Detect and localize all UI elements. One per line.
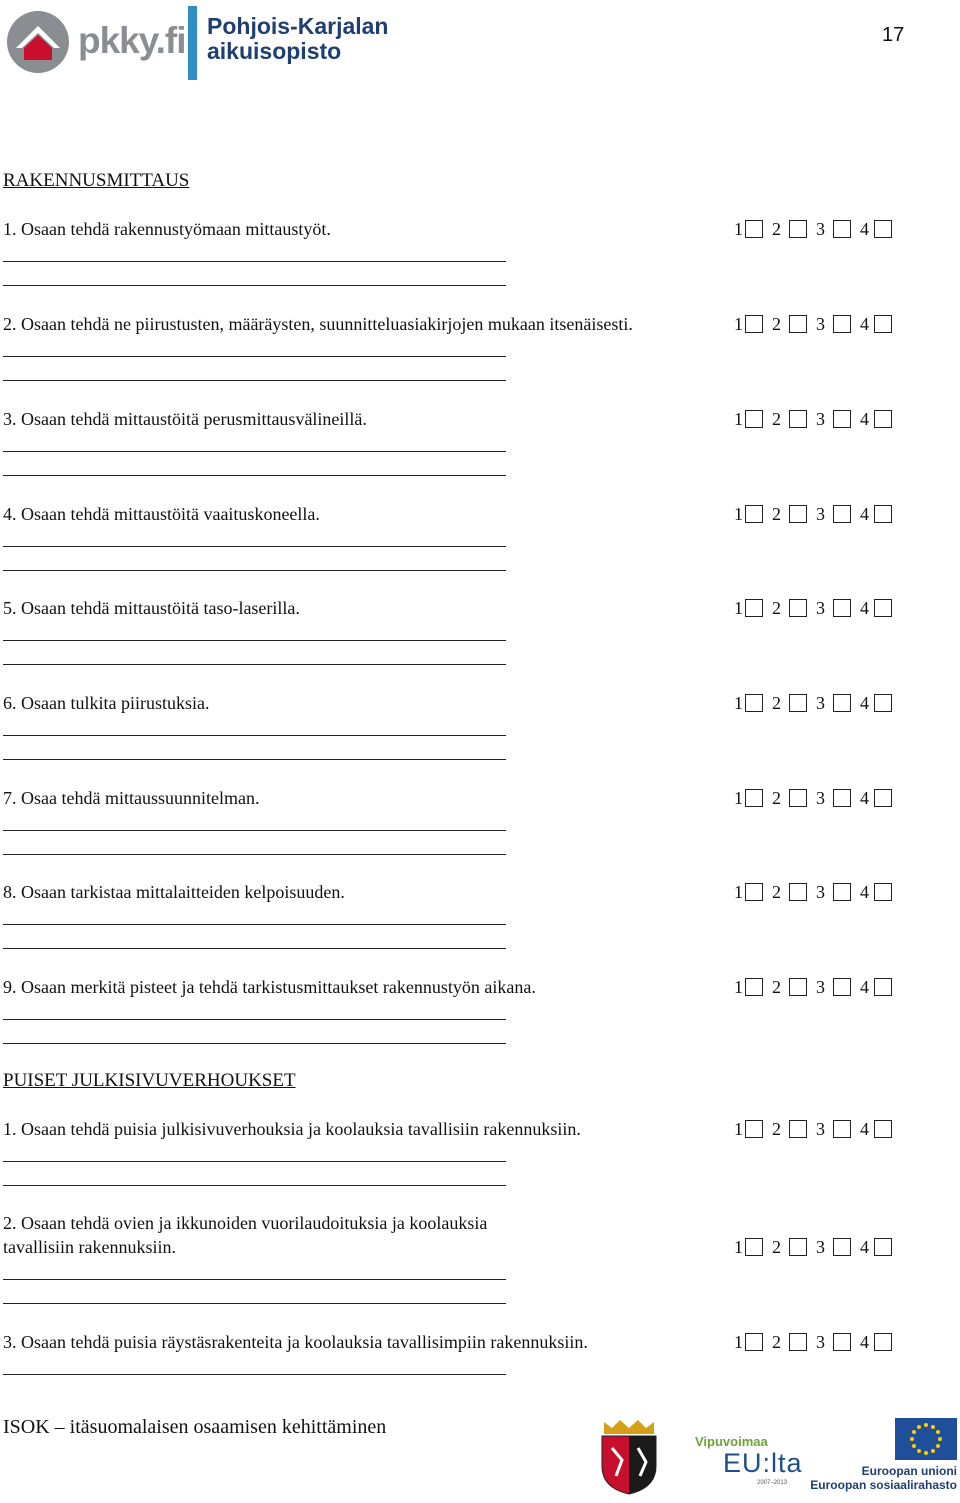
answer-line[interactable] (3, 735, 506, 736)
rating-checkbox-1[interactable] (745, 978, 763, 996)
answer-line[interactable] (3, 570, 506, 571)
vipuvoimaa-logo (695, 1434, 805, 1489)
scale-label: 4 (860, 219, 869, 239)
scale-label: 1 (734, 882, 743, 902)
scale-label: 1 (734, 788, 743, 808)
rating-checkbox-2[interactable] (789, 883, 807, 901)
section-title-rakennusmittaus: RAKENNUSMITTAUS (3, 170, 190, 191)
scale-label: 2 (772, 314, 781, 334)
answer-line[interactable] (3, 546, 506, 547)
rating-checkbox-1[interactable] (745, 410, 763, 428)
scale-label: 3 (816, 504, 825, 524)
rating-checkbox-3[interactable] (833, 410, 851, 428)
scale-label: 1 (734, 1119, 743, 1139)
answer-line[interactable] (3, 475, 506, 476)
scale-label: 4 (860, 1237, 869, 1257)
rating-checkbox-3[interactable] (833, 599, 851, 617)
org-name-line1: Pohjois-Karjalan (207, 13, 389, 39)
eu-funding-text (810, 1464, 957, 1492)
rating-checkbox-1[interactable] (745, 1238, 763, 1256)
rating-checkbox-3[interactable] (833, 694, 851, 712)
vipuvoimaa-title: Vipuvoimaa (695, 1434, 768, 1449)
answer-line[interactable] (3, 1185, 506, 1186)
scale-label: 4 (860, 314, 869, 334)
rating-checkbox-4[interactable] (874, 315, 892, 333)
scale-label: 4 (860, 882, 869, 902)
rating-checkbox-2[interactable] (789, 694, 807, 712)
answer-line[interactable] (3, 261, 506, 262)
scale-label: 1 (734, 1237, 743, 1257)
eu-text-line1: Euroopan unioni (861, 1464, 957, 1478)
question-text: 4. Osaan tehdä mittaustöitä vaaituskoneella. (3, 504, 320, 524)
rating-checkbox-1[interactable] (745, 220, 763, 238)
answer-line[interactable] (3, 1161, 506, 1162)
rating-checkbox-1[interactable] (745, 694, 763, 712)
scale-label: 3 (816, 1237, 825, 1257)
page-header (0, 0, 960, 90)
scale-label: 2 (772, 1332, 781, 1352)
rating-checkbox-4[interactable] (874, 694, 892, 712)
rating-checkbox-2[interactable] (789, 220, 807, 238)
question-text: 3. Osaan tehdä mittaustöitä perusmittausvälineillä. (3, 409, 367, 429)
rating-checkbox-4[interactable] (874, 220, 892, 238)
rating-checkbox-3[interactable] (833, 505, 851, 523)
scale-label: 1 (734, 409, 743, 429)
scale-label: 2 (772, 409, 781, 429)
rating-checkbox-4[interactable] (874, 789, 892, 807)
answer-line[interactable] (3, 356, 506, 357)
page-number: 17 (882, 24, 905, 46)
scale-label: 4 (860, 409, 869, 429)
rating-checkbox-3[interactable] (833, 1238, 851, 1256)
rating-checkbox-1[interactable] (745, 789, 763, 807)
vipuvoimaa-subtitle: EU:lta (723, 1448, 803, 1478)
answer-line[interactable] (3, 948, 506, 949)
scale-label: 3 (816, 314, 825, 334)
rating-checkbox-4[interactable] (874, 883, 892, 901)
scale-label: 2 (772, 1119, 781, 1139)
question-text: 8. Osaan tarkistaa mittalaitteiden kelpoisuuden. (3, 882, 345, 902)
eu-text-line2: Euroopan sosiaalirahasto (810, 1478, 957, 1492)
rating-checkbox-3[interactable] (833, 883, 851, 901)
rating-checkbox-4[interactable] (874, 599, 892, 617)
pohjois-karjala-crest-icon (598, 1418, 660, 1496)
scale-label: 2 (772, 788, 781, 808)
scale-label: 3 (816, 693, 825, 713)
organization-name (207, 14, 388, 64)
rating-checkbox-1[interactable] (745, 1120, 763, 1138)
scale-label: 1 (734, 219, 743, 239)
answer-line[interactable] (3, 1019, 506, 1020)
rating-checkbox-2[interactable] (789, 505, 807, 523)
question-text: 9. Osaan merkitä pisteet ja tehdä tarkistusmittaukset rakennustyön aikana. (3, 977, 536, 997)
scale-label: 2 (772, 693, 781, 713)
scale-label: 4 (860, 788, 869, 808)
scale-label: 3 (816, 1332, 825, 1352)
rating-checkbox-4[interactable] (874, 1238, 892, 1256)
scale-label: 4 (860, 977, 869, 997)
logo-divider (188, 6, 197, 80)
question-text: 1. Osaan tehdä puisia julkisivuverhouksia ja koolauksia tavallisiin rakennuksiin. (3, 1119, 581, 1139)
scale-label: 1 (734, 314, 743, 334)
logo-text: pkky.fi (78, 20, 186, 61)
scale-label: 3 (816, 409, 825, 429)
scale-label: 4 (860, 598, 869, 618)
answer-line[interactable] (3, 854, 506, 855)
rating-checkbox-1[interactable] (745, 505, 763, 523)
question-text: 5. Osaan tehdä mittaustöitä taso-laserilla. (3, 598, 300, 618)
org-name-line2: aikuisopisto (207, 38, 342, 64)
scale-label: 2 (772, 977, 781, 997)
rating-checkbox-4[interactable] (874, 410, 892, 428)
scale-label: 4 (860, 504, 869, 524)
scale-label: 1 (734, 598, 743, 618)
answer-line[interactable] (3, 1043, 506, 1044)
question-text: 6. Osaan tulkita piirustuksia. (3, 693, 210, 713)
scale-label: 3 (816, 882, 825, 902)
rating-checkbox-2[interactable] (789, 1333, 807, 1351)
section-title-puiset-julkisivuverhoukset: PUISET JULKISIVUVERHOUKSET (3, 1070, 296, 1091)
scale-label: 1 (734, 504, 743, 524)
rating-checkbox-1[interactable] (745, 1333, 763, 1351)
answer-line[interactable] (3, 759, 506, 760)
scale-label: 2 (772, 219, 781, 239)
answer-line[interactable] (3, 451, 506, 452)
scale-label: 1 (734, 1332, 743, 1352)
question-text-continued: tavallisiin rakennuksiin. (3, 1237, 176, 1257)
eu-flag-icon (895, 1418, 957, 1460)
answer-line[interactable] (3, 640, 506, 641)
rating-checkbox-2[interactable] (789, 599, 807, 617)
rating-checkbox-2[interactable] (789, 1238, 807, 1256)
rating-checkbox-3[interactable] (833, 978, 851, 996)
scale-label: 4 (860, 1119, 869, 1139)
rating-checkbox-3[interactable] (833, 315, 851, 333)
question-text: 2. Osaan tehdä ovien ja ikkunoiden vuorilaudoituksia ja koolauksia (3, 1213, 488, 1233)
rating-checkbox-4[interactable] (874, 1120, 892, 1138)
scale-label: 3 (816, 598, 825, 618)
rating-checkbox-4[interactable] (874, 978, 892, 996)
rating-checkbox-4[interactable] (874, 505, 892, 523)
scale-label: 2 (772, 598, 781, 618)
rating-checkbox-2[interactable] (789, 315, 807, 333)
question-text: 7. Osaa tehdä mittaussuunnitelman. (3, 788, 260, 808)
rating-checkbox-2[interactable] (789, 978, 807, 996)
scale-label: 2 (772, 1237, 781, 1257)
rating-checkbox-3[interactable] (833, 1120, 851, 1138)
rating-checkbox-3[interactable] (833, 1333, 851, 1351)
rating-checkbox-1[interactable] (745, 315, 763, 333)
scale-label: 1 (734, 693, 743, 713)
vipuvoimaa-years: 2007–2013 (757, 1480, 788, 1486)
answer-line[interactable] (3, 924, 506, 925)
rating-checkbox-3[interactable] (833, 220, 851, 238)
scale-label: 3 (816, 1119, 825, 1139)
scale-label: 1 (734, 977, 743, 997)
rating-checkbox-2[interactable] (789, 1120, 807, 1138)
rating-checkbox-2[interactable] (789, 789, 807, 807)
answer-line[interactable] (3, 664, 506, 665)
answer-line[interactable] (3, 1303, 506, 1304)
scale-label: 2 (772, 882, 781, 902)
answer-line[interactable] (3, 285, 506, 286)
scale-label: 3 (816, 977, 825, 997)
rating-checkbox-2[interactable] (789, 410, 807, 428)
scale-label: 2 (772, 504, 781, 524)
scale-label: 3 (816, 788, 825, 808)
answer-line[interactable] (3, 1279, 506, 1280)
scale-label: 4 (860, 1332, 869, 1352)
question-text: 3. Osaan tehdä puisia räystäsrakenteita ja koolauksia tavallisimpiin rakennuksiin. (3, 1332, 588, 1352)
question-text: 1. Osaan tehdä rakennustyömaan mittaustyöt. (3, 219, 331, 239)
answer-line[interactable] (3, 380, 506, 381)
scale-label: 3 (816, 219, 825, 239)
rating-checkbox-3[interactable] (833, 789, 851, 807)
answer-line[interactable] (3, 1374, 506, 1375)
rating-checkbox-1[interactable] (745, 599, 763, 617)
footer-project-name: ISOK – itäsuomalaisen osaamisen kehittäminen (3, 1416, 387, 1438)
rating-checkbox-1[interactable] (745, 883, 763, 901)
question-text: 2. Osaan tehdä ne piirustusten, määräysten, suunnitteluasiakirjojen mukaan itsenäisesti. (3, 314, 633, 334)
pkky-house-logo-icon (5, 8, 71, 76)
scale-label: 4 (860, 693, 869, 713)
answer-line[interactable] (3, 830, 506, 831)
rating-checkbox-4[interactable] (874, 1333, 892, 1351)
